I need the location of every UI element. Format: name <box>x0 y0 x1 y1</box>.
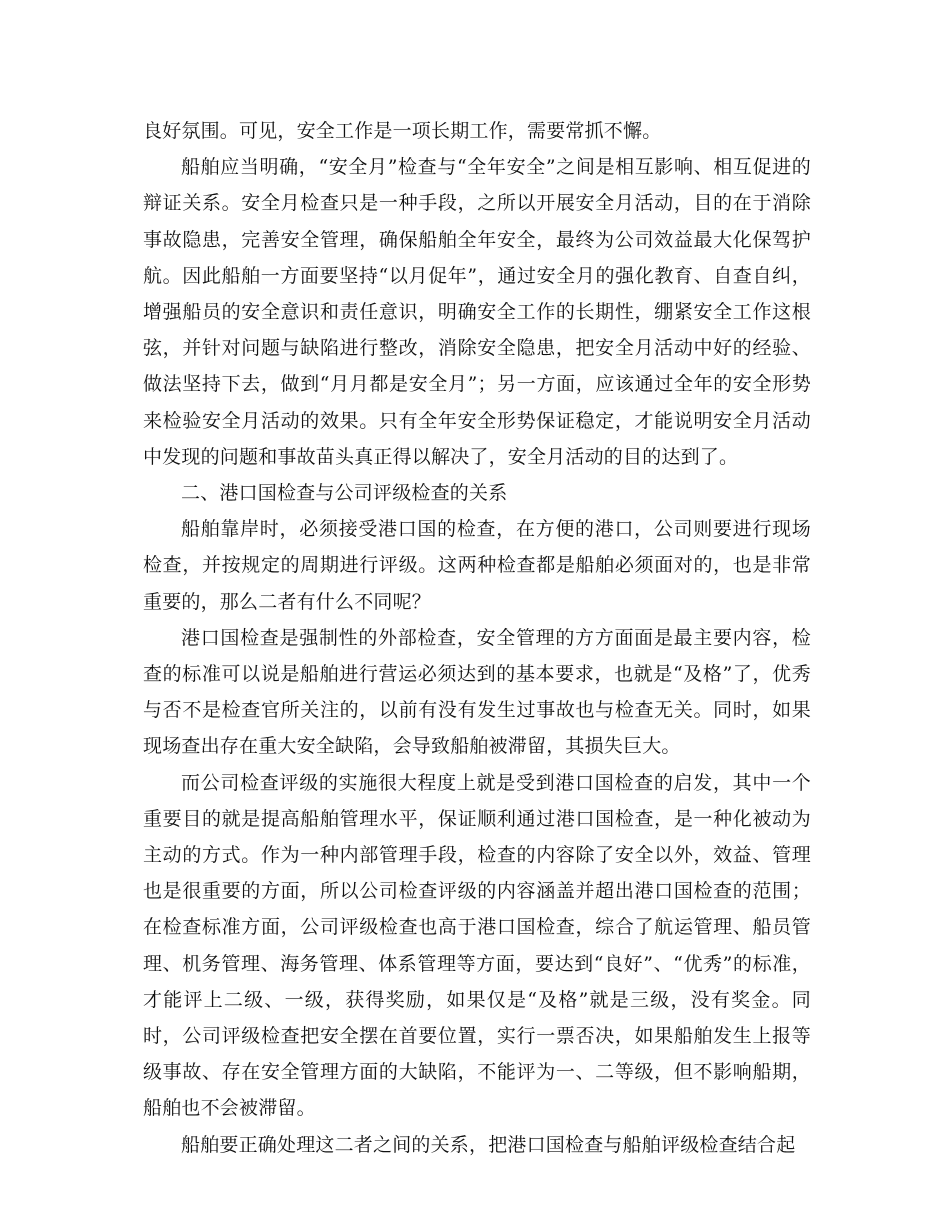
paragraph-safety-month: 船舶应当明确，“安全月”检查与“全年安全”之间是相互影响、相互促进的辩证关系。安全月检查只是一种手段，之所以开展安全月活动，目的在于消除事故隐患，完善安全管理，确保船舶全年安全，最终为公司效益最大化保驾护航。因此船舶一方面要坚持“以月促年”，通过安全月的强化教育、自查自纠，增强船员的安全意识和责任意识，明确安全工作的长期性，绷紧安全工作这根弦，并针对问题与缺陷进行整改，消除安全隐患，把安全月活动中好的经验、做法坚持下去，做到“月月都是安全月”；另一方面，应该通过全年的安全形势来检验安全月活动的效果。只有全年安全形势保证稳定，才能说明安全月活动中发现的问题和事故苗头真正得以解决了，安全月活动的目的达到了。 <box>143 156 811 468</box>
paragraph-port-state-inspection: 港口国检查是强制性的外部检查，安全管理的方方面面是最主要内容，检查的标准可以说是船舶进行营运必须达到的基本要求，也就是“及格”了，优秀与否不是检查官所关注的，以前有没有发生过事故也与检查无关。同时，如果现场查出存在重大安全缺陷，会导致船舶被滞留，其损失巨大。 <box>143 626 811 758</box>
paragraph-inspections-intro: 船舶靠岸时，必须接受港口国的检查，在方便的港口，公司则要进行现场检查，并按规定的周期进行评级。这两种检查都是船舶必须面对的，也是非常重要的，那么二者有什么不同呢？ <box>143 518 811 613</box>
paragraph-conclusion-start: 船舶要正确处理这二者之间的关系，把港口国检查与船舶评级检查结合起 <box>181 1133 796 1156</box>
document-body <box>143 113 811 1163</box>
paragraph-company-rating: 而公司检查评级的实施很大程度上就是受到港口国检查的启发，其中一个重要目的就是提高船舶管理水平，保证顺利通过港口国检查，是一种化被动为主动的方式。作为一种内部管理手段，检查的内容除了安全以外，效益、管理也是很重要的方面，所以公司检查评级的内容涵盖并超出港口国检查的范围；在检查标准方面，公司评级检查也高于港口国检查，综合了航运管理、船员管理、机务管理、海务管理、体系管理等方面，要达到“良好”、“优秀”的标准，才能评上二级、一级，获得奖励，如果仅是“及格”就是三级，没有奖金。同时，公司评级检查把安全摆在首要位置，实行一票否决，如果船舶发生上报等级事故、存在安全管理方面的大缺陷，不能评为一、二等级，但不影响船期，船舶也不会被滞留。 <box>143 771 811 1120</box>
section-heading: 二、港口国检查与公司评级检查的关系 <box>181 482 508 505</box>
paragraph-continuation: 良好氛围。可见，安全工作是一项长期工作，需要常抓不懈。 <box>143 120 662 142</box>
